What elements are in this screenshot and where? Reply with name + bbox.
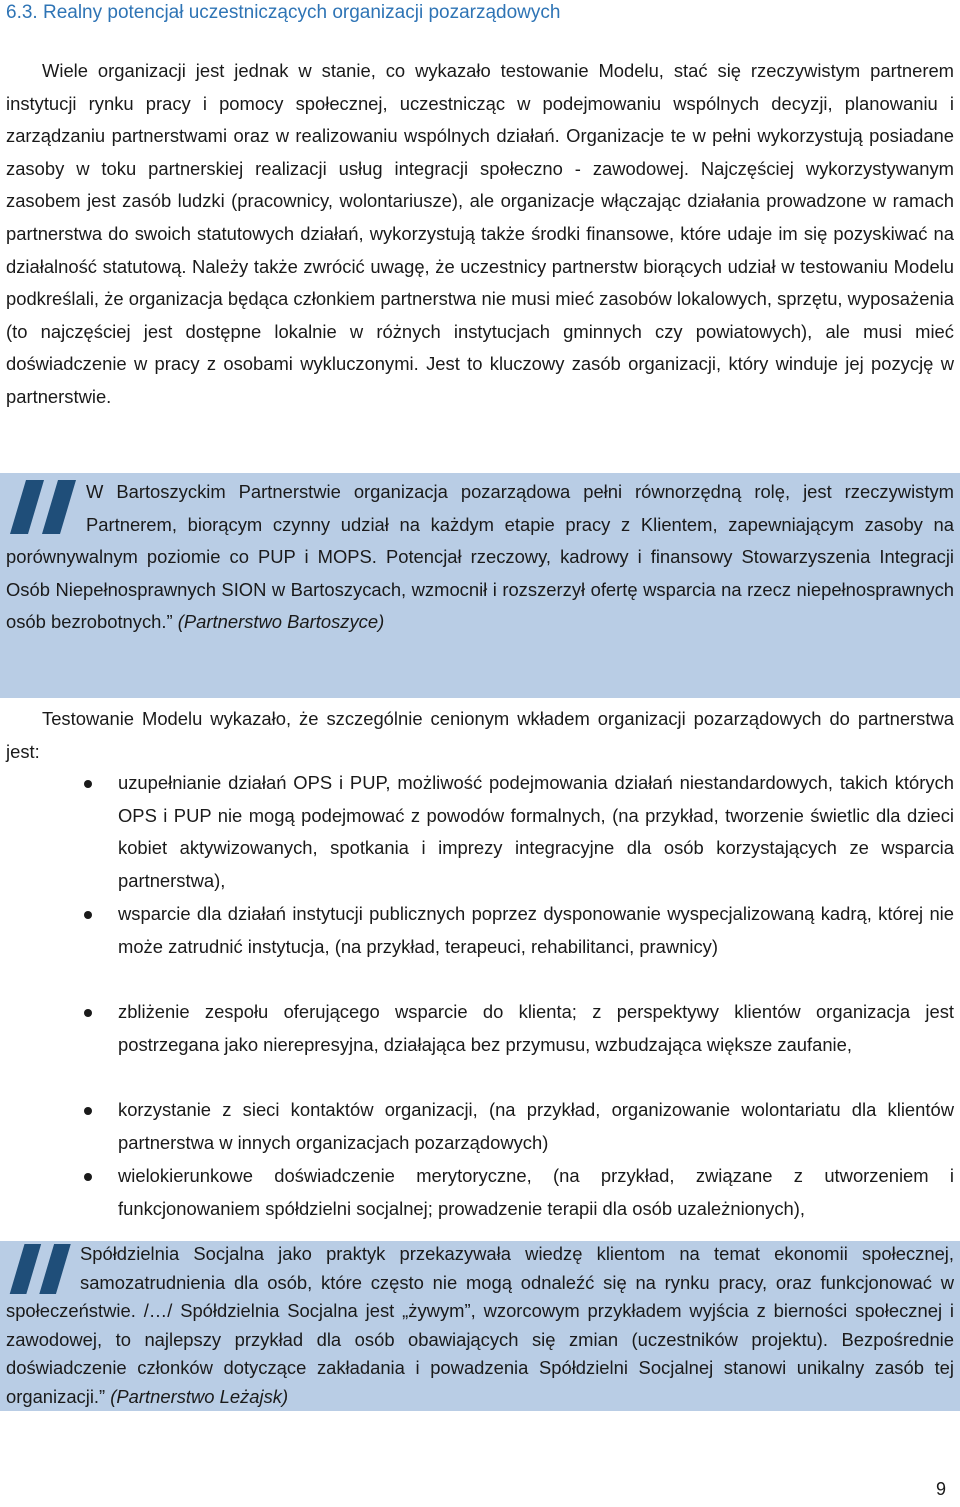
quote-lezajsk (6, 1240, 954, 1412)
quote-lezajsk-attribution: (Partnerstwo Leżajsk) (110, 1385, 289, 1407)
section-heading: 6.3. Realny potencjał uczestniczących organizacji pozarządowych (6, 2, 561, 23)
quote-lezajsk-text: Spółdzielnia Socjalna jako praktyk przekazywała wiedzę klientom na temat ekonomii społecznej, samozatrudnienia dla osób, które często nie mogą odnaleźć się na rynku pracy, oraz funkcjonować w społeczeństwie. /…/ Spółdzielnia Socjalna jest „żywym”, wzorcowym przykładem wyjścia z bierności społecznej i zawodowej, to najlepszy przykład dla osób obawiających się zmian (uczestników projektu). Bezpośrednie doświadczenie członków dotyczące zakładania i powadzenia Spółdzielni Socjalnej stanowi unikalny zasób tej organizacji.” (6, 1243, 954, 1407)
list-item: wielokierunkowe doświadczenie merytoryczne, (na przykład, związane z utworzeniem i funkcjonowaniem spółdzielni socjalnej; prowadzenie terapii dla osób uzależnionych), (118, 1160, 954, 1225)
bullet-icon (84, 1009, 92, 1017)
list-item: uzupełnianie działań OPS i PUP, możliwość podejmowania działań niestandardowych, takich których OPS i PUP nie mogą podejmować z powodów formalnych, (na przykład, tworzenie świetlic dla dzieci kobiet aktywizowanych, spotkania i imprezy integracyjne dla osób korzystających ze wsparcia partnerstwa), (118, 767, 954, 897)
quote-bartoszyce-text: W Bartoszyckim Partnerstwie organizacja pozarządowa pełni równorzędną rolę, jest rzeczywistym Partnerem, biorącym czynny udział na każdym etapie pracy z Klientem, zapewniającym zasoby na porównywalnym poziomie co PUP i MOPS. Potencjał rzeczowy, kadrowy i finansowy Stowarzyszenia Integracji Osób Niepełnosprawnych SION w Bartoszycach, wzmocnił i rozszerzył ofertę wsparcia na rzecz niepełnosprawnych osób bezrobotnych.” (6, 481, 954, 633)
paragraph-contribution-text: Testowanie Modelu wykazało, że szczególnie cenionym wkładem organizacji pozarządowych do partnerstwa jest: (6, 708, 954, 762)
quote-bartoszyce-attribution: (Partnerstwo Bartoszyce) (177, 611, 385, 633)
quotation-mark-icon (6, 1242, 80, 1296)
quote-bartoszyce (6, 476, 954, 639)
page-number: 9 (935, 1479, 946, 1499)
list-item: wsparcie dla działań instytucji publicznych poprzez dysponowanie wyspecjalizowaną kadrą, której nie może zatrudnić instytucja, (na przykład, terapeuci, rehabilitanci, prawnicy) (118, 898, 954, 963)
bullet-icon (84, 1107, 92, 1115)
paragraph-intro-text: Wiele organizacji jest jednak w stanie, co wykazało testowanie Modelu, stać się rzeczywistym partnerem instytucji rynku pracy i pomocy społecznej, uczestnicząc w podejmowaniu wspólnych decyzji, planowaniu i zarządzaniu partnerstwami oraz w realizowaniu wspólnych działań. Organizacje te w pełni wykorzystują posiadane zasoby w toku partnerskiej realizacji usług integracji społeczno - zawodowej. Najczęściej wykorzystywanym zasobem jest zasób ludzki (pracownicy, wolontariusze), ale organizacje włączając działania prowadzone w ramach partnerstwa do swoich statutowych działań, wykorzystują także środki finansowe, które udaje im się pozyskiwać na działalność statutową. Należy także zwrócić uwagę, że uczestnicy partnerstw biorących udział w testowaniu Modelu podkreślali, że organizacja będąca członkiem partnerstwa nie musi mieć zasobów lokalowych, sprzętu, wyposażenia (to najczęściej jest dostępne lokalnie w różnych instytucjach gminnych czy powiatowych), ale musi mieć doświadczenie w pracy z osobami wykluczonymi. Jest to kluczowy zasób organizacji, który winduje jej pozycję w partnerstwie. (6, 60, 954, 407)
paragraph-contribution (6, 703, 954, 768)
bullet-icon (84, 911, 92, 919)
bullet-icon (84, 1173, 92, 1181)
bullet-icon (84, 780, 92, 788)
paragraph-intro (6, 55, 954, 414)
list-item: zbliżenie zespołu oferującego wsparcie do klienta; z perspektywy klientów organizacja jest postrzegana jako nierepresyjna, działająca bez przymusu, wzbudzająca większe zaufanie, (118, 996, 954, 1061)
list-item: korzystanie z sieci kontaktów organizacji, (na przykład, organizowanie wolontariatu dla klientów partnerstwa w innych organizacjach pozarządowych) (118, 1094, 954, 1159)
quotation-mark-icon (6, 478, 86, 538)
